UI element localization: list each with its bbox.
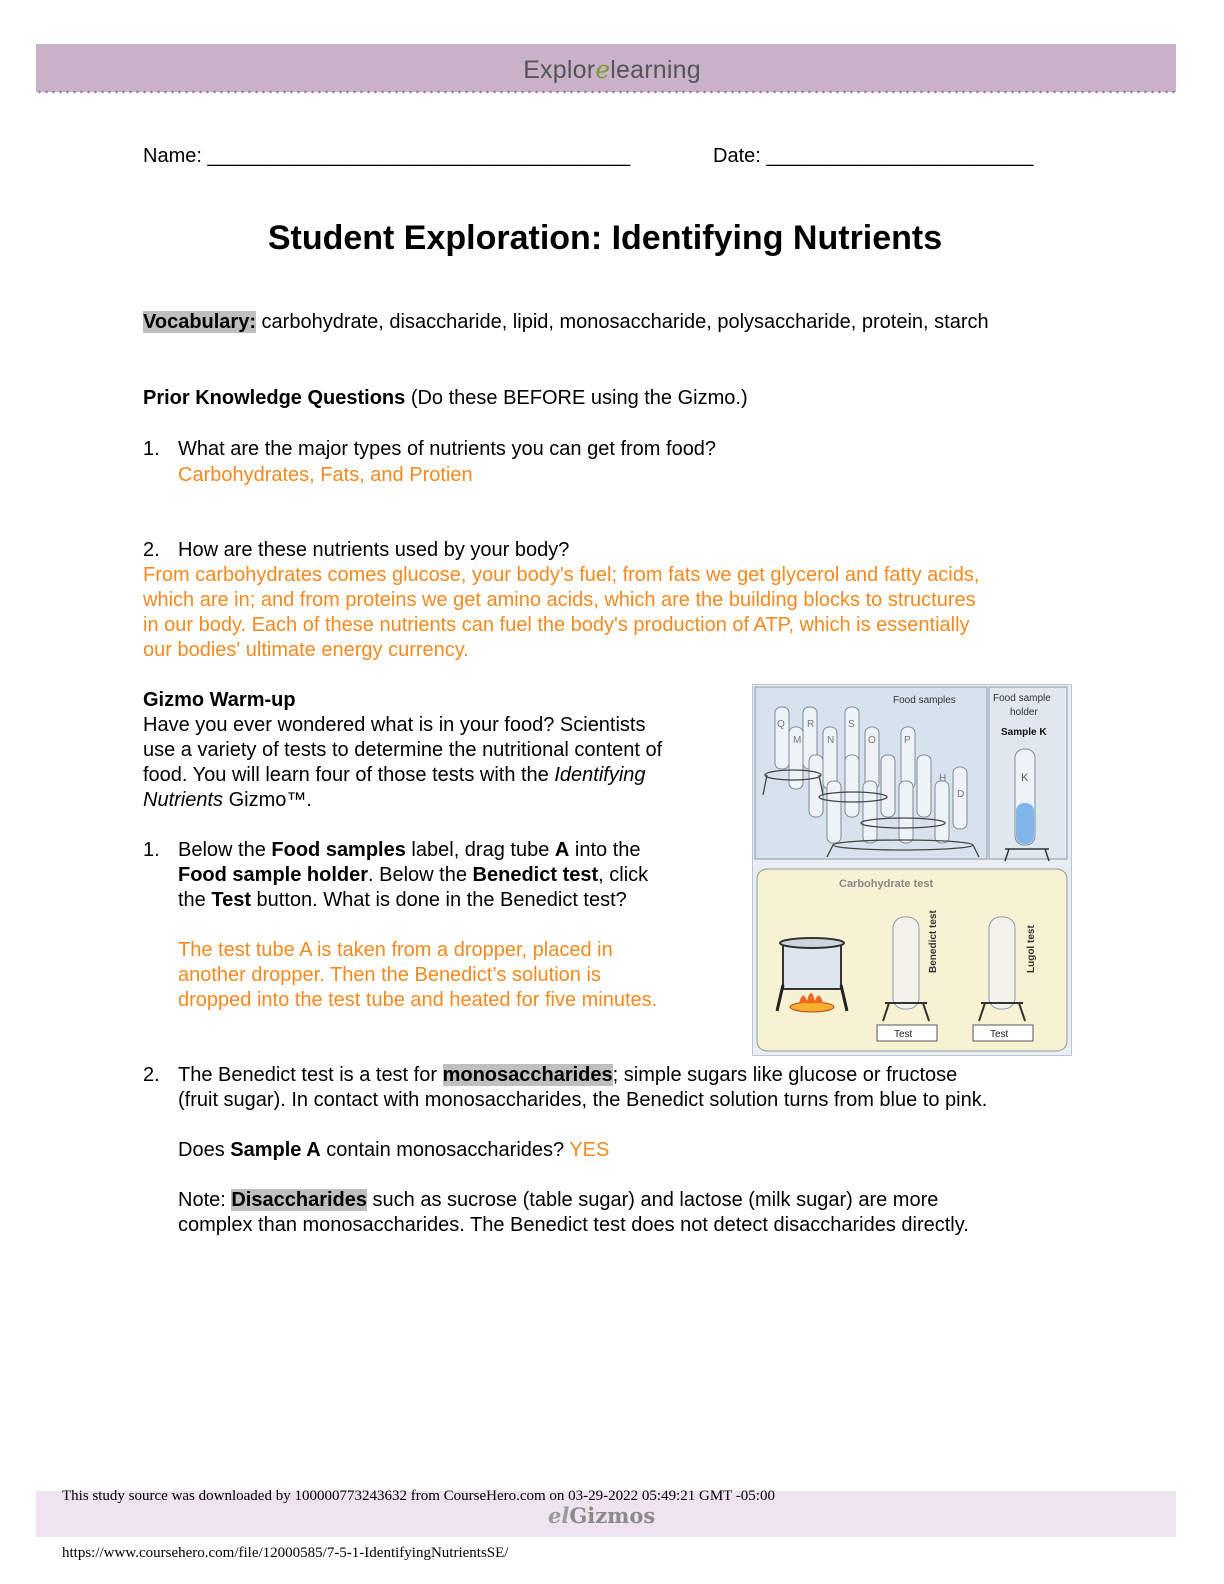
svg-text:Q: Q bbox=[777, 719, 785, 730]
carbohydrate-test-label: Carbohydrate test bbox=[839, 878, 934, 890]
svg-text:O: O bbox=[868, 735, 876, 746]
sample-k-label: Sample K bbox=[1001, 727, 1047, 738]
gizmo-screenshot bbox=[752, 684, 1072, 1056]
gizmo-figure-svg bbox=[753, 685, 1071, 1055]
date-label: Date: bbox=[713, 145, 761, 167]
holder-label-1: Food sample bbox=[993, 693, 1051, 704]
logo-mark: e bbox=[595, 55, 611, 84]
question-1-number: 1. bbox=[143, 438, 160, 460]
gizmos-logo: elGizmos bbox=[548, 1503, 656, 1528]
svg-text:P: P bbox=[904, 735, 911, 746]
step-2-question: Does Sample A contain monosaccharides? YES bbox=[178, 1139, 610, 1161]
vocabulary-terms: carbohydrate, disaccharide, lipid, monosaccharide, polysaccharide, protein, starch bbox=[256, 311, 989, 333]
download-source-note: This study source was downloaded by 100000773243632 from CourseHero.com on 03-29-2022 05:49:21 GMT -05:00 bbox=[62, 1488, 775, 1504]
header-dotted-rule bbox=[36, 90, 1176, 94]
lugol-test-label: Lugol test bbox=[1026, 925, 1037, 973]
question-2-text: How are these nutrients used by your body? bbox=[178, 539, 570, 561]
vocabulary-line bbox=[143, 310, 989, 335]
svg-text:S: S bbox=[848, 719, 855, 730]
prior-knowledge-heading: Prior Knowledge Questions (Do these BEFORE using the Gizmo.) bbox=[143, 387, 748, 409]
step-1-answer: The test tube A is taken from a dropper, placed in another dropper. Then the Benedict’s solution is dropped into the test tube and heated for five minutes. bbox=[178, 939, 658, 1011]
monosaccharides-highlight: monosaccharides bbox=[442, 1064, 613, 1086]
svg-text:H: H bbox=[939, 773, 947, 784]
step-1-number: 1. bbox=[143, 839, 160, 861]
question-2-number: 2. bbox=[143, 539, 160, 561]
page-title: Student Exploration: Identifying Nutrients bbox=[267, 219, 943, 257]
date-field bbox=[713, 144, 1033, 169]
name-line: ______________________________________ bbox=[207, 145, 631, 167]
svg-text:N: N bbox=[827, 735, 835, 746]
name-label: Name: bbox=[143, 145, 202, 167]
svg-text:D: D bbox=[957, 789, 965, 800]
step-1-text: Below the Food samples label, drag tube A into the Food sample holder. Below the Benedict test, click the Test button. What is done in the Benedict test? bbox=[178, 839, 649, 911]
lugol-test-button-label: Test bbox=[990, 1029, 1009, 1040]
explorelearning-logo: Explorelearning bbox=[523, 55, 701, 84]
answer-2-text: From carbohydrates comes glucose, your body's fuel; from fats we get glycerol and fatty acids, which are in; and from proteins we get amino acids, which are the building blocks to structures in our body. Each of these nutrients can fuel the body's production of ATP, which is essentially our bodies' ultimate energy currency. bbox=[143, 564, 980, 661]
sample-k-liquid bbox=[1016, 803, 1034, 844]
step-2-text: The Benedict test is a test for monosaccharides; simple sugars like glucose or fructose (fruit sugar). In contact with monosaccharides, the Benedict solution turns from blue to pink. bbox=[178, 1064, 988, 1111]
source-url[interactable]: https://www.coursehero.com/file/12000585/7-5-1-IdentifyingNutrientsSE/ bbox=[62, 1545, 509, 1561]
svg-text:M: M bbox=[793, 735, 802, 746]
holder-label-2: holder bbox=[1010, 707, 1038, 718]
benedict-test-label: Benedict test bbox=[928, 910, 939, 973]
disaccharide-note: Note: Disaccharides such as sucrose (table sugar) and lactose (milk sugar) are more complex than monosaccharides. The Benedict test does not detect disaccharides directly. bbox=[178, 1189, 969, 1236]
answer-1-text: Carbohydrates, Fats, and Protien bbox=[178, 464, 473, 486]
warmup-heading: Gizmo Warm-up bbox=[143, 689, 296, 711]
date-line: ________________________ bbox=[766, 145, 1034, 167]
name-field bbox=[143, 144, 630, 169]
vocabulary-label: Vocabulary: bbox=[143, 311, 256, 333]
question-1-text: What are the major types of nutrients you can get from food? bbox=[178, 438, 717, 460]
svg-text:R: R bbox=[807, 719, 815, 730]
benedict-test-button-label: Test bbox=[894, 1029, 913, 1040]
sample-k-letter: K bbox=[1021, 772, 1029, 784]
disaccharides-highlight: Disaccharides bbox=[231, 1189, 367, 1211]
step-2-number: 2. bbox=[143, 1064, 160, 1086]
food-samples-label: Food samples bbox=[893, 695, 956, 706]
warmup-intro: Have you ever wondered what is in your food? Scientists use a variety of tests to determine the nutritional content of food. You will learn four of those tests with the Identifying Nutrients Gizmo™. bbox=[143, 714, 663, 811]
step-2-answer: YES bbox=[569, 1139, 610, 1161]
